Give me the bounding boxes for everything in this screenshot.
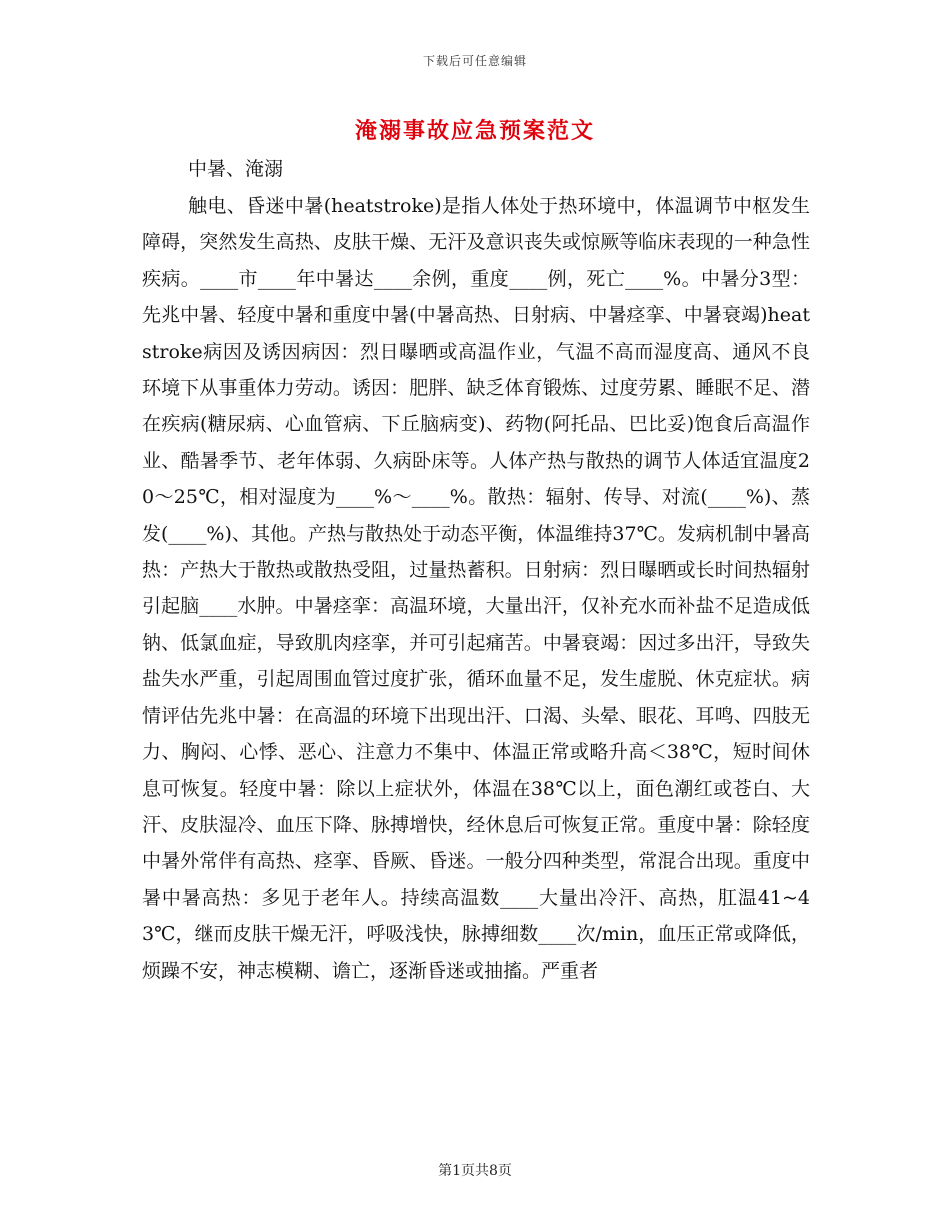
header-note: 下载后可任意编辑 xyxy=(422,54,527,68)
document-keywords: 中暑、淹溺 xyxy=(188,158,284,180)
document-title: 淹溺事故应急预案范文 xyxy=(354,118,595,144)
document-body-paragraph: 触电、昏迷中暑(heatstroke)是指人体处于热环境中，体温调节中枢发生障碍，突然发生高热、皮肤干燥、无汗及意识丧失或惊厥等临床表现的一种急性疾病。____市____年中暑达____余例，重度____例，死亡____%。中暑分3型：先兆中暑、轻度中暑和重度中暑(中暑高热、日射病、中暑痉挛、中暑衰竭)heatstroke病因及诱因病因：烈日曝晒或高温作业，气温不高而湿度高、通风不良环境下从事重体力劳动。诱因：肥胖、缺乏体育锻炼、过度劳累、睡眠不足、潜在疾病(糖尿病、心血管病、下丘脑病变)、药物(阿托品、巴比妥)饱食后高温作业、酷暑季节、老年体弱、久病卧床等。人体产热与散热的调节人体适宜温度20～25℃，相对湿度为____%～____%。散热：辐射、传导、对流(____%)、蒸发(____%)、其他。产热与散热处于动态平衡，体温维持37℃。发病机制中暑高热：产热大于散热或散热受阻，过量热蓄积。日射病：烈日曝晒或长时间热辐射引起脑____水肿。中暑痉挛：高温环境，大量出汗，仅补充水而补盐不足造成低钠、低氯血症，导致肌肉痉挛，并可引起痛苦。中暑衰竭：因过多出汗，导致失盐失水严重，引起周围血管过度扩张，循环血量不足，发生虚脱、休克症状。病情评估先兆中暑：在高温的环境下出现出汗、口渴、头晕、眼花、耳鸣、四肢无力、胸闷、心悸、恶心、注意力不集中、体温正常或略升高＜38℃，短时间休息可恢复。轻度中暑：除以上症状外，体温在38℃以上，面色潮红或苍白、大汗、皮肤湿冷、血压下降、脉搏增快，经休息后可恢复正常。重度中暑：除轻度中暑外常伴有高热、痉挛、昏厥、昏迷。一般分四种类型，常混合出现。重度中暑中暑高热：多见于老年人。持续高温数____大量出冷汗、高热，肛温41~43℃，继而皮肤干燥无汗，呼吸浅快，脉搏细数____次/min，血压正常或降低，烦躁不安，神志模糊、谵亡，逐渐昏迷或抽搐。严重者 xyxy=(142,195,810,982)
page-indicator: 第1页共8页 xyxy=(438,1163,512,1179)
